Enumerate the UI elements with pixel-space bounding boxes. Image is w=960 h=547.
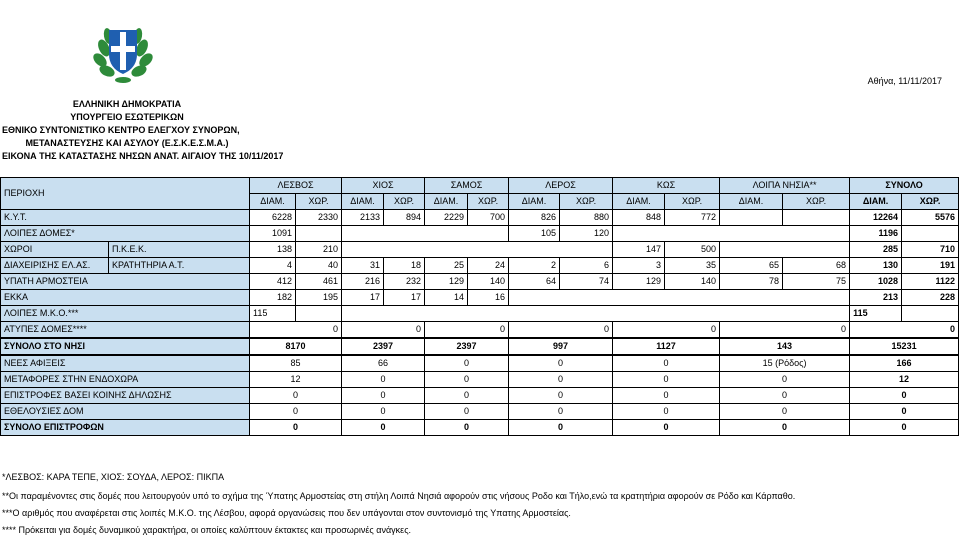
table-cell: 0 (613, 372, 720, 388)
table-cell (720, 210, 783, 226)
table-cell (342, 242, 613, 258)
table-cell: 40 (296, 258, 342, 274)
table-cell: 182 (250, 290, 296, 306)
table-cell-total: 1028 (850, 274, 902, 290)
table-cell-total: 285 (850, 242, 902, 258)
subheader-diam: ΔΙΑΜ. (720, 194, 783, 210)
row-label: ΑΤΥΠΕΣ ΔΟΜΕΣ**** (1, 322, 250, 339)
table-row-epistrofes (1, 388, 959, 404)
table-cell: 2229 (425, 210, 468, 226)
island-header-other: ΛΟΙΠΑ ΝΗΣΙΑ** (720, 178, 850, 194)
table-cell-total: 0 (850, 404, 959, 420)
subheader-xor: ΧΩΡ. (560, 194, 613, 210)
table-cell: 461 (296, 274, 342, 290)
table-cell: 826 (509, 210, 560, 226)
table-cell: 0 (425, 388, 509, 404)
table-cell: 0 (720, 404, 850, 420)
table-cell: 412 (250, 274, 296, 290)
table-cell (720, 242, 850, 258)
footnotes (2, 472, 795, 542)
table-cell: 0 (250, 404, 342, 420)
table-cell: 75 (783, 274, 850, 290)
table-cell-total: 1196 (850, 226, 902, 242)
table-cell: 24 (468, 258, 509, 274)
table-cell: 0 (425, 420, 509, 436)
table-cell-total: 228 (902, 290, 959, 306)
table-cell (296, 306, 342, 322)
table-cell: 0 (509, 322, 613, 339)
table-cell: 0 (720, 322, 850, 339)
table-cell: 232 (384, 274, 425, 290)
table-cell: 12 (250, 372, 342, 388)
island-header-leros: ΛΕΡΟΣ (509, 178, 613, 194)
table-cell-total: 0 (850, 420, 959, 436)
table-cell: 115 (250, 306, 296, 322)
table-cell: 18 (384, 258, 425, 274)
row-label: ΣΥΝΟΛΟ ΕΠΙΣΤΡΟΦΩΝ (1, 420, 250, 436)
table-cell: 6228 (250, 210, 296, 226)
header-line-4: ΜΕΤΑΝΑΣΤΕΥΣΗΣ ΚΑΙ ΑΣΥΛΟΥ (Ε.Σ.Κ.Ε.Σ.Μ.Α.) (25, 138, 229, 148)
table-cell: 147 (613, 242, 665, 258)
table-row-pkek (1, 242, 959, 258)
table-cell: 2397 (342, 338, 425, 355)
table-cell: 6 (560, 258, 613, 274)
table-cell: 15 (Ρόδος) (720, 355, 850, 372)
table-cell-total: 12264 (850, 210, 902, 226)
table-cell-total: 12 (850, 372, 959, 388)
table-cell-total (902, 226, 959, 242)
table-cell: 0 (250, 322, 342, 339)
table-cell: 2133 (342, 210, 384, 226)
table-cell: 31 (342, 258, 384, 274)
table-cell-total: 191 (902, 258, 959, 274)
header-line-2: ΥΠΟΥΡΓΕΙΟ ΕΣΩΤΕΡΙΚΩΝ (70, 112, 184, 122)
table-cell: 78 (720, 274, 783, 290)
footnote-3: ***Ο αριθμός που αναφέρεται στις λοιπές Μ.Κ.Ο. της Λέσβου, αφορά οργανώσεις που δεν υπάγονται στον συντονισμό της Υπατης Αρμοστείας. (2, 508, 571, 518)
table-cell: 0 (720, 388, 850, 404)
island-header-lesvos: ΛΕΣΒΟΣ (250, 178, 342, 194)
header-line-5: ΕΙΚΟΝΑ ΤΗΣ ΚΑΤΑΣΤΑΣΗΣ ΝΗΣΩΝ ΑΝΑΤ. ΑΙΓΑΙΟΥ ΤΗΣ 10/11/2017 (2, 151, 284, 161)
table-cell: 0 (720, 372, 850, 388)
table-row-kyt (1, 210, 959, 226)
row-label-xoroi: ΧΩΡΟΙ (1, 242, 109, 258)
table-cell: 2 (509, 258, 560, 274)
table-cell-total: 115 (850, 306, 902, 322)
table-row-loipes-domes (1, 226, 959, 242)
table-cell: 17 (342, 290, 384, 306)
table-cell: 140 (468, 274, 509, 290)
table-cell-total: 213 (850, 290, 902, 306)
table-cell: 700 (468, 210, 509, 226)
table-cell (296, 226, 342, 242)
subheader-xor: ΧΩΡ. (902, 194, 959, 210)
subheader-xor: ΧΩΡ. (384, 194, 425, 210)
table-cell: 0 (342, 420, 425, 436)
table-cell-total: 710 (902, 242, 959, 258)
table-cell: 210 (296, 242, 342, 258)
table-cell (509, 290, 850, 306)
subheader-diam: ΔΙΑΜ. (850, 194, 902, 210)
row-label: ΕΠΙΣΤΡΟΦΕΣ ΒΑΣΕΙ ΚΟΙΝΗΣ ΔΗΛΩΣΗΣ (1, 388, 250, 404)
table-cell: 129 (613, 274, 665, 290)
table-cell: 74 (560, 274, 613, 290)
table-cell-total: 15231 (850, 338, 959, 355)
island-header-chios: ΧΙΟΣ (342, 178, 425, 194)
document-date: Αθήνα, 11/11/2017 (867, 76, 942, 86)
table-cell: 120 (560, 226, 613, 242)
table-cell: 68 (783, 258, 850, 274)
table-row-nees-afixeis (1, 355, 959, 372)
table-cell: 8170 (250, 338, 342, 355)
table-row-synolo-epistrofon (1, 420, 959, 436)
table-cell: 0 (342, 322, 425, 339)
table-cell: 0 (613, 355, 720, 372)
footnote-1: *ΛΕΣΒΟΣ: ΚΑΡΑ ΤΕΠΕ, ΧΙΟΣ: ΣΟΥΔΑ, ΛΕΡΟΣ: ΠΙΚΠΑ (2, 472, 225, 482)
table-cell: 65 (720, 258, 783, 274)
table-cell: 66 (342, 355, 425, 372)
subheader-diam: ΔΙΑΜ. (250, 194, 296, 210)
table-row-ekka (1, 290, 959, 306)
table-cell: 195 (296, 290, 342, 306)
row-label-diaxeirisis: ΔΙΑΧΕΙΡΙΣΗΣ ΕΛ.ΑΣ. (1, 258, 109, 274)
table-cell: 25 (425, 258, 468, 274)
table-row-synolo-nisi (1, 338, 959, 355)
table-cell: 0 (425, 355, 509, 372)
table-cell-total: 5576 (902, 210, 959, 226)
subheader-xor: ΧΩΡ. (468, 194, 509, 210)
table-cell (613, 226, 850, 242)
table-cell: 0 (425, 372, 509, 388)
table-cell: 880 (560, 210, 613, 226)
region-header: ΠΕΡΙΟΧΗ (1, 178, 250, 210)
table-cell: 129 (425, 274, 468, 290)
table-row-kratitiria (1, 258, 959, 274)
table-cell: 0 (425, 404, 509, 420)
table-cell: 848 (613, 210, 665, 226)
table-cell: 772 (665, 210, 720, 226)
table-row-mko (1, 306, 959, 322)
table-cell: 1091 (250, 226, 296, 242)
table-cell: 16 (468, 290, 509, 306)
table-cell: 0 (613, 404, 720, 420)
table-row-atypes (1, 322, 959, 339)
island-header-kos: ΚΩΣ (613, 178, 720, 194)
row-label: ΕΘΕΛΟΥΣΙΕΣ ΔΟΜ (1, 404, 250, 420)
table-cell: 997 (509, 338, 613, 355)
table-cell: 0 (613, 388, 720, 404)
table-cell-total: 1122 (902, 274, 959, 290)
table-cell: 0 (250, 388, 342, 404)
table-cell: 0 (720, 420, 850, 436)
table-cell-total: 130 (850, 258, 902, 274)
row-label: ΥΠΑΤΗ ΑΡΜΟΣΤΕΙΑ (1, 274, 250, 290)
table-cell: 0 (342, 372, 425, 388)
table-cell: 14 (425, 290, 468, 306)
table-cell: 1127 (613, 338, 720, 355)
table-cell: 2330 (296, 210, 342, 226)
table-cell: 3 (613, 258, 665, 274)
table-row-ypati (1, 274, 959, 290)
table-cell: 0 (509, 355, 613, 372)
table-cell: 0 (342, 388, 425, 404)
table-cell: 4 (250, 258, 296, 274)
footnote-2: **Οι παραμένοντες στις δομές που λειτουργούν υπό το σχήμα της Ύπατης Αρμοστείας στη στήλη Λοιπά Νησιά αφορούν στις νήσους Ροδο και Τήλο,ενώ τα κρατητήρια αφορούν σε Ρόδο και Κάρπαθο. (2, 491, 796, 501)
table-cell: 105 (509, 226, 560, 242)
table-cell: 35 (665, 258, 720, 274)
row-sublabel: Π.Κ.Ε.Κ. (109, 242, 250, 258)
subheader-diam: ΔΙΑΜ. (342, 194, 384, 210)
greek-republic-emblem (90, 16, 156, 86)
table-cell: 0 (425, 322, 509, 339)
table-cell-total: 0 (850, 388, 959, 404)
table-cell: 0 (509, 372, 613, 388)
table-row-metafores (1, 372, 959, 388)
table-cell-total: 166 (850, 355, 959, 372)
table-cell: 500 (665, 242, 720, 258)
subheader-diam: ΔΙΑΜ. (509, 194, 560, 210)
row-sublabel: ΚΡΑΤΗΤΗΡΙΑ Α.Τ. (109, 258, 250, 274)
table-cell: 85 (250, 355, 342, 372)
table-cell: 0 (509, 404, 613, 420)
table-cell (342, 306, 850, 322)
row-label: ΣΥΝΟΛΟ ΣΤΟ ΝΗΣΙ (1, 338, 250, 355)
table-cell: 0 (509, 388, 613, 404)
table-cell (342, 226, 509, 242)
status-table (0, 177, 959, 436)
subheader-xor: ΧΩΡ. (783, 194, 850, 210)
subheader-xor: ΧΩΡ. (665, 194, 720, 210)
row-label: ΛΟΙΠΕΣ ΔΟΜΕΣ* (1, 226, 250, 242)
row-label: ΕΚΚΑ (1, 290, 250, 306)
table-cell: 0 (613, 322, 720, 339)
subheader-xor: ΧΩΡ. (296, 194, 342, 210)
subheader-diam: ΔΙΑΜ. (425, 194, 468, 210)
table-cell: 0 (509, 420, 613, 436)
footnote-4: **** Πρόκειται για δομές δυναμικού χαρακτήρα, οι οποίες καλύπτουν έκτακτες και προσωρινές ανάγκες. (2, 525, 412, 535)
row-label: ΜΕΤΑΦΟΡΕΣ ΣΤΗΝ ΕΝΔΟΧΩΡΑ (1, 372, 250, 388)
table-cell-total (902, 306, 959, 322)
table-cell: 0 (613, 420, 720, 436)
subheader-diam: ΔΙΑΜ. (613, 194, 665, 210)
header-line-3: ΕΘΝΙΚΟ ΣΥΝΤΟΝΙΣΤΙΚΟ ΚΕΝΤΡΟ ΕΛΕΓΧΟΥ ΣΥΝΟΡΩΝ, (2, 125, 240, 135)
table-cell: 64 (509, 274, 560, 290)
table-cell: 143 (720, 338, 850, 355)
header-line-1: ΕΛΛΗΝΙΚΗ ΔΗΜΟΚΡΑΤΙΑ (72, 99, 182, 109)
table-cell-total: 0 (850, 322, 959, 339)
table-cell: 138 (250, 242, 296, 258)
island-header-total: ΣΥΝΟΛΟ (850, 178, 959, 194)
table-cell (783, 210, 850, 226)
table-header-row (1, 178, 959, 194)
table-cell: 0 (250, 420, 342, 436)
table-cell: 216 (342, 274, 384, 290)
table-cell: 894 (384, 210, 425, 226)
table-row-ethelousies (1, 404, 959, 420)
table-cell: 2397 (425, 338, 509, 355)
table-cell: 140 (665, 274, 720, 290)
table-cell: 0 (342, 404, 425, 420)
document-header (2, 98, 302, 163)
row-label: Κ.Υ.Τ. (1, 210, 250, 226)
row-label: ΛΟΙΠΕΣ Μ.Κ.Ο.*** (1, 306, 250, 322)
island-header-samos: ΣΑΜΟΣ (425, 178, 509, 194)
row-label: ΝΕΕΣ ΑΦΙΞΕΙΣ (1, 355, 250, 372)
table-cell: 17 (384, 290, 425, 306)
